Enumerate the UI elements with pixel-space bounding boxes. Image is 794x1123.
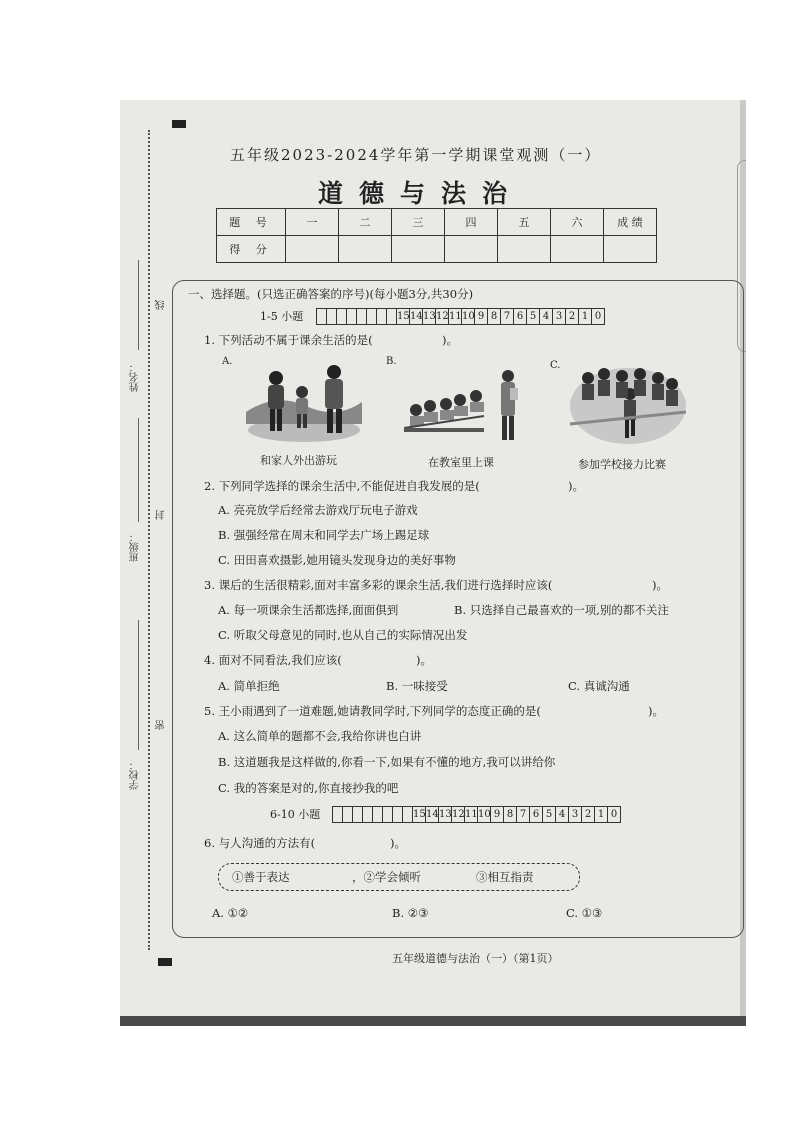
q5-option-b: B. 这道题我是这样做的,你看一下,如果有不懂的地方,我可以讲给你 [218, 755, 556, 769]
q3-option-a: A. 每一项课余生活都选择,面面俱到 [218, 603, 399, 617]
q6-item-1: ①善于表达 [232, 870, 290, 884]
q3-option-b: B. 只选择自己最喜欢的一项,别的都不关注 [454, 603, 669, 617]
grid-score-cell: 8 [488, 309, 501, 324]
score-cell[interactable] [339, 236, 392, 263]
grid-score-cell: 2 [582, 807, 595, 822]
grid-score-cell: 5 [527, 309, 540, 324]
q1-option-c-letter: C. [550, 360, 561, 371]
grid-score-cell: 5 [543, 807, 556, 822]
grid-blank-cell [327, 309, 337, 324]
grid-blank-cell [387, 309, 397, 324]
score-cell[interactable] [286, 236, 339, 263]
grid-score-cell: 10 [478, 809, 491, 820]
grid-blank-cell [357, 309, 367, 324]
subject-title: 道德与法治 [318, 179, 524, 208]
grid-blank-cell [403, 807, 413, 822]
grid-score-cell: 15 [397, 311, 410, 322]
class-blank [138, 418, 139, 522]
score-table [216, 208, 657, 263]
score-header-cell: 三 [392, 209, 445, 236]
grid-blank-cell [353, 807, 363, 822]
relay-race-illustration [570, 364, 686, 444]
school-blank [138, 620, 139, 750]
grid-score-cell: 14 [426, 809, 439, 820]
grid-blank-cell [377, 309, 387, 324]
score-header-cell: 二 [339, 209, 392, 236]
exam-photo [120, 100, 746, 1026]
q2-option-b: B. 强强经常在周末和同学去广场上踢足球 [218, 528, 430, 542]
grid-score-cell: 11 [465, 809, 478, 820]
classroom-illustration [404, 366, 520, 446]
name-blank [138, 260, 139, 350]
score-header-cell: 四 [445, 209, 498, 236]
seal-feng-char: 封 [156, 510, 167, 520]
score-cell[interactable] [445, 236, 498, 263]
grid-score-cell: 7 [501, 309, 514, 324]
grid-score-cell: 4 [540, 309, 553, 324]
grid-score-cell: 9 [475, 309, 488, 324]
q1-option-b-caption: 在教室里上课 [428, 456, 494, 469]
grid-score-cell: 6 [530, 807, 543, 822]
page-footer: 五年级道德与法治（一）（第1页） [392, 952, 559, 965]
q3-option-c: C. 听取父母意见的同时,也从自己的实际情况出发 [218, 628, 468, 642]
grid-score-cell: 13 [423, 311, 436, 322]
grid-score-cell: 6 [514, 309, 527, 324]
grid-blank-cell [347, 309, 357, 324]
q6-option-c: C. ①③ [566, 906, 603, 920]
score-header-cell: 成 绩 [604, 209, 657, 236]
scoring-grid-2 [332, 806, 621, 823]
q2-option-c: C. 田田喜欢摄影,她用镜头发现身边的美好事物 [218, 553, 456, 567]
q5-stem: 5. 王小雨遇到了一道难题,她请教同学时,下列同学的态度正确的是( [204, 704, 541, 718]
q5-close: )。 [648, 704, 664, 718]
score-table-header-row [217, 209, 657, 236]
q6-close: )。 [390, 836, 406, 850]
q1-option-b-letter: B. [386, 356, 397, 367]
grid-score-cell: 7 [517, 807, 530, 822]
q2-close: )。 [568, 479, 584, 493]
grid-score-cell: 2 [566, 309, 579, 324]
grid-score-cell: 0 [594, 311, 602, 322]
grid-score-cell: 14 [410, 311, 423, 322]
q1-option-a-letter: A. [222, 356, 233, 367]
q1-option-a-caption: 和家人外出游玩 [260, 454, 337, 467]
q1-option-c-caption: 参加学校接力比赛 [578, 458, 666, 471]
grid-blank-cell [383, 807, 393, 822]
q1-stem: 1. 下列活动不属于课余生活的是( [204, 333, 373, 347]
q6-item-3: ③相互指责 [476, 870, 534, 884]
q6-option-a: A. ①② [212, 906, 249, 920]
grid-score-cell: 11 [449, 311, 462, 322]
q6-option-b: B. ②③ [392, 906, 429, 920]
q3-stem: 3. 课后的生活很精彩,面对丰富多彩的课余生活,我们进行选择时应该( [204, 578, 553, 592]
grid-blank-cell [343, 807, 353, 822]
q6-stem: 6. 与人沟通的方法有( [204, 836, 316, 850]
grid-score-cell: 1 [595, 807, 608, 822]
grid-label-2: 6-10 小题 [270, 808, 321, 821]
desk-edge [120, 1016, 746, 1026]
q4-option-b: B. 一味接受 [386, 679, 448, 693]
score-header-cell: 一 [286, 209, 339, 236]
registration-mark-top [172, 120, 186, 128]
grid-score-cell: 13 [439, 809, 452, 820]
exam-title: 五年级2023-2024学年第一学期课堂观测（一） [230, 146, 602, 164]
binding-dotted-line [148, 130, 150, 950]
q1-close: )。 [442, 333, 458, 347]
grid-blank-cell [393, 807, 403, 822]
grid-score-cell: 10 [462, 311, 475, 322]
score-cell[interactable] [498, 236, 551, 263]
q2-option-a: A. 亮亮放学后经常去游戏厅玩电子游戏 [218, 503, 418, 517]
grid-blank-cell [333, 807, 343, 822]
grid-blank-cell [363, 807, 373, 822]
grid-blank-cell [317, 309, 327, 324]
grid-score-cell: 1 [579, 309, 592, 324]
grid-score-cell: 9 [491, 807, 504, 822]
score-cell[interactable] [551, 236, 604, 263]
grid-label-1: 1-5 小题 [260, 310, 304, 323]
q3-close: )。 [652, 578, 668, 592]
score-header-cell: 题 号 [217, 209, 286, 236]
q5-option-a: A. 这么简单的题都不会,我给你讲也白讲 [218, 729, 422, 743]
registration-mark-bottom [158, 958, 172, 966]
grid-score-cell: 3 [553, 309, 566, 324]
grid-score-cell: 3 [569, 807, 582, 822]
grid-score-cell: 4 [556, 807, 569, 822]
school-label: 学校： [130, 760, 141, 790]
score-table-score-row [217, 236, 657, 263]
grid-score-cell: 12 [452, 809, 465, 820]
family-outing-illustration [246, 362, 362, 442]
scoring-grid-1 [316, 308, 605, 325]
grid-score-cell: 12 [436, 311, 449, 322]
score-header-cell: 五 [498, 209, 551, 236]
q5-option-c: C. 我的答案是对的,你直接抄我的吧 [218, 781, 399, 795]
grid-score-cell: 0 [610, 809, 618, 820]
seal-mi-char: 密 [156, 720, 167, 730]
grid-score-cell: 15 [413, 809, 426, 820]
grid-blank-cell [367, 309, 377, 324]
section-heading: 一、选择题。(只选正确答案的序号)(每小题3分,共30分) [188, 287, 474, 301]
q4-option-c: C. 真诚沟通 [568, 679, 630, 693]
grid-blank-cell [337, 309, 347, 324]
score-cell[interactable] [604, 236, 657, 263]
seal-line-char: 线 [156, 300, 167, 310]
q4-close: )。 [416, 653, 432, 667]
q6-item-2: ，②学会倾听 [352, 870, 421, 884]
class-label: 班级： [130, 532, 141, 562]
q2-stem: 2. 下列同学选择的课余生活中,不能促进自我发展的是( [204, 479, 480, 493]
grid-score-cell: 8 [504, 807, 517, 822]
q4-option-a: A. 简单拒绝 [218, 679, 280, 693]
name-label: 姓名： [130, 362, 141, 392]
score-row-label: 得 分 [217, 236, 286, 263]
q4-stem: 4. 面对不同看法,我们应该( [204, 653, 342, 667]
score-header-cell: 六 [551, 209, 604, 236]
score-cell[interactable] [392, 236, 445, 263]
grid-blank-cell [373, 807, 383, 822]
